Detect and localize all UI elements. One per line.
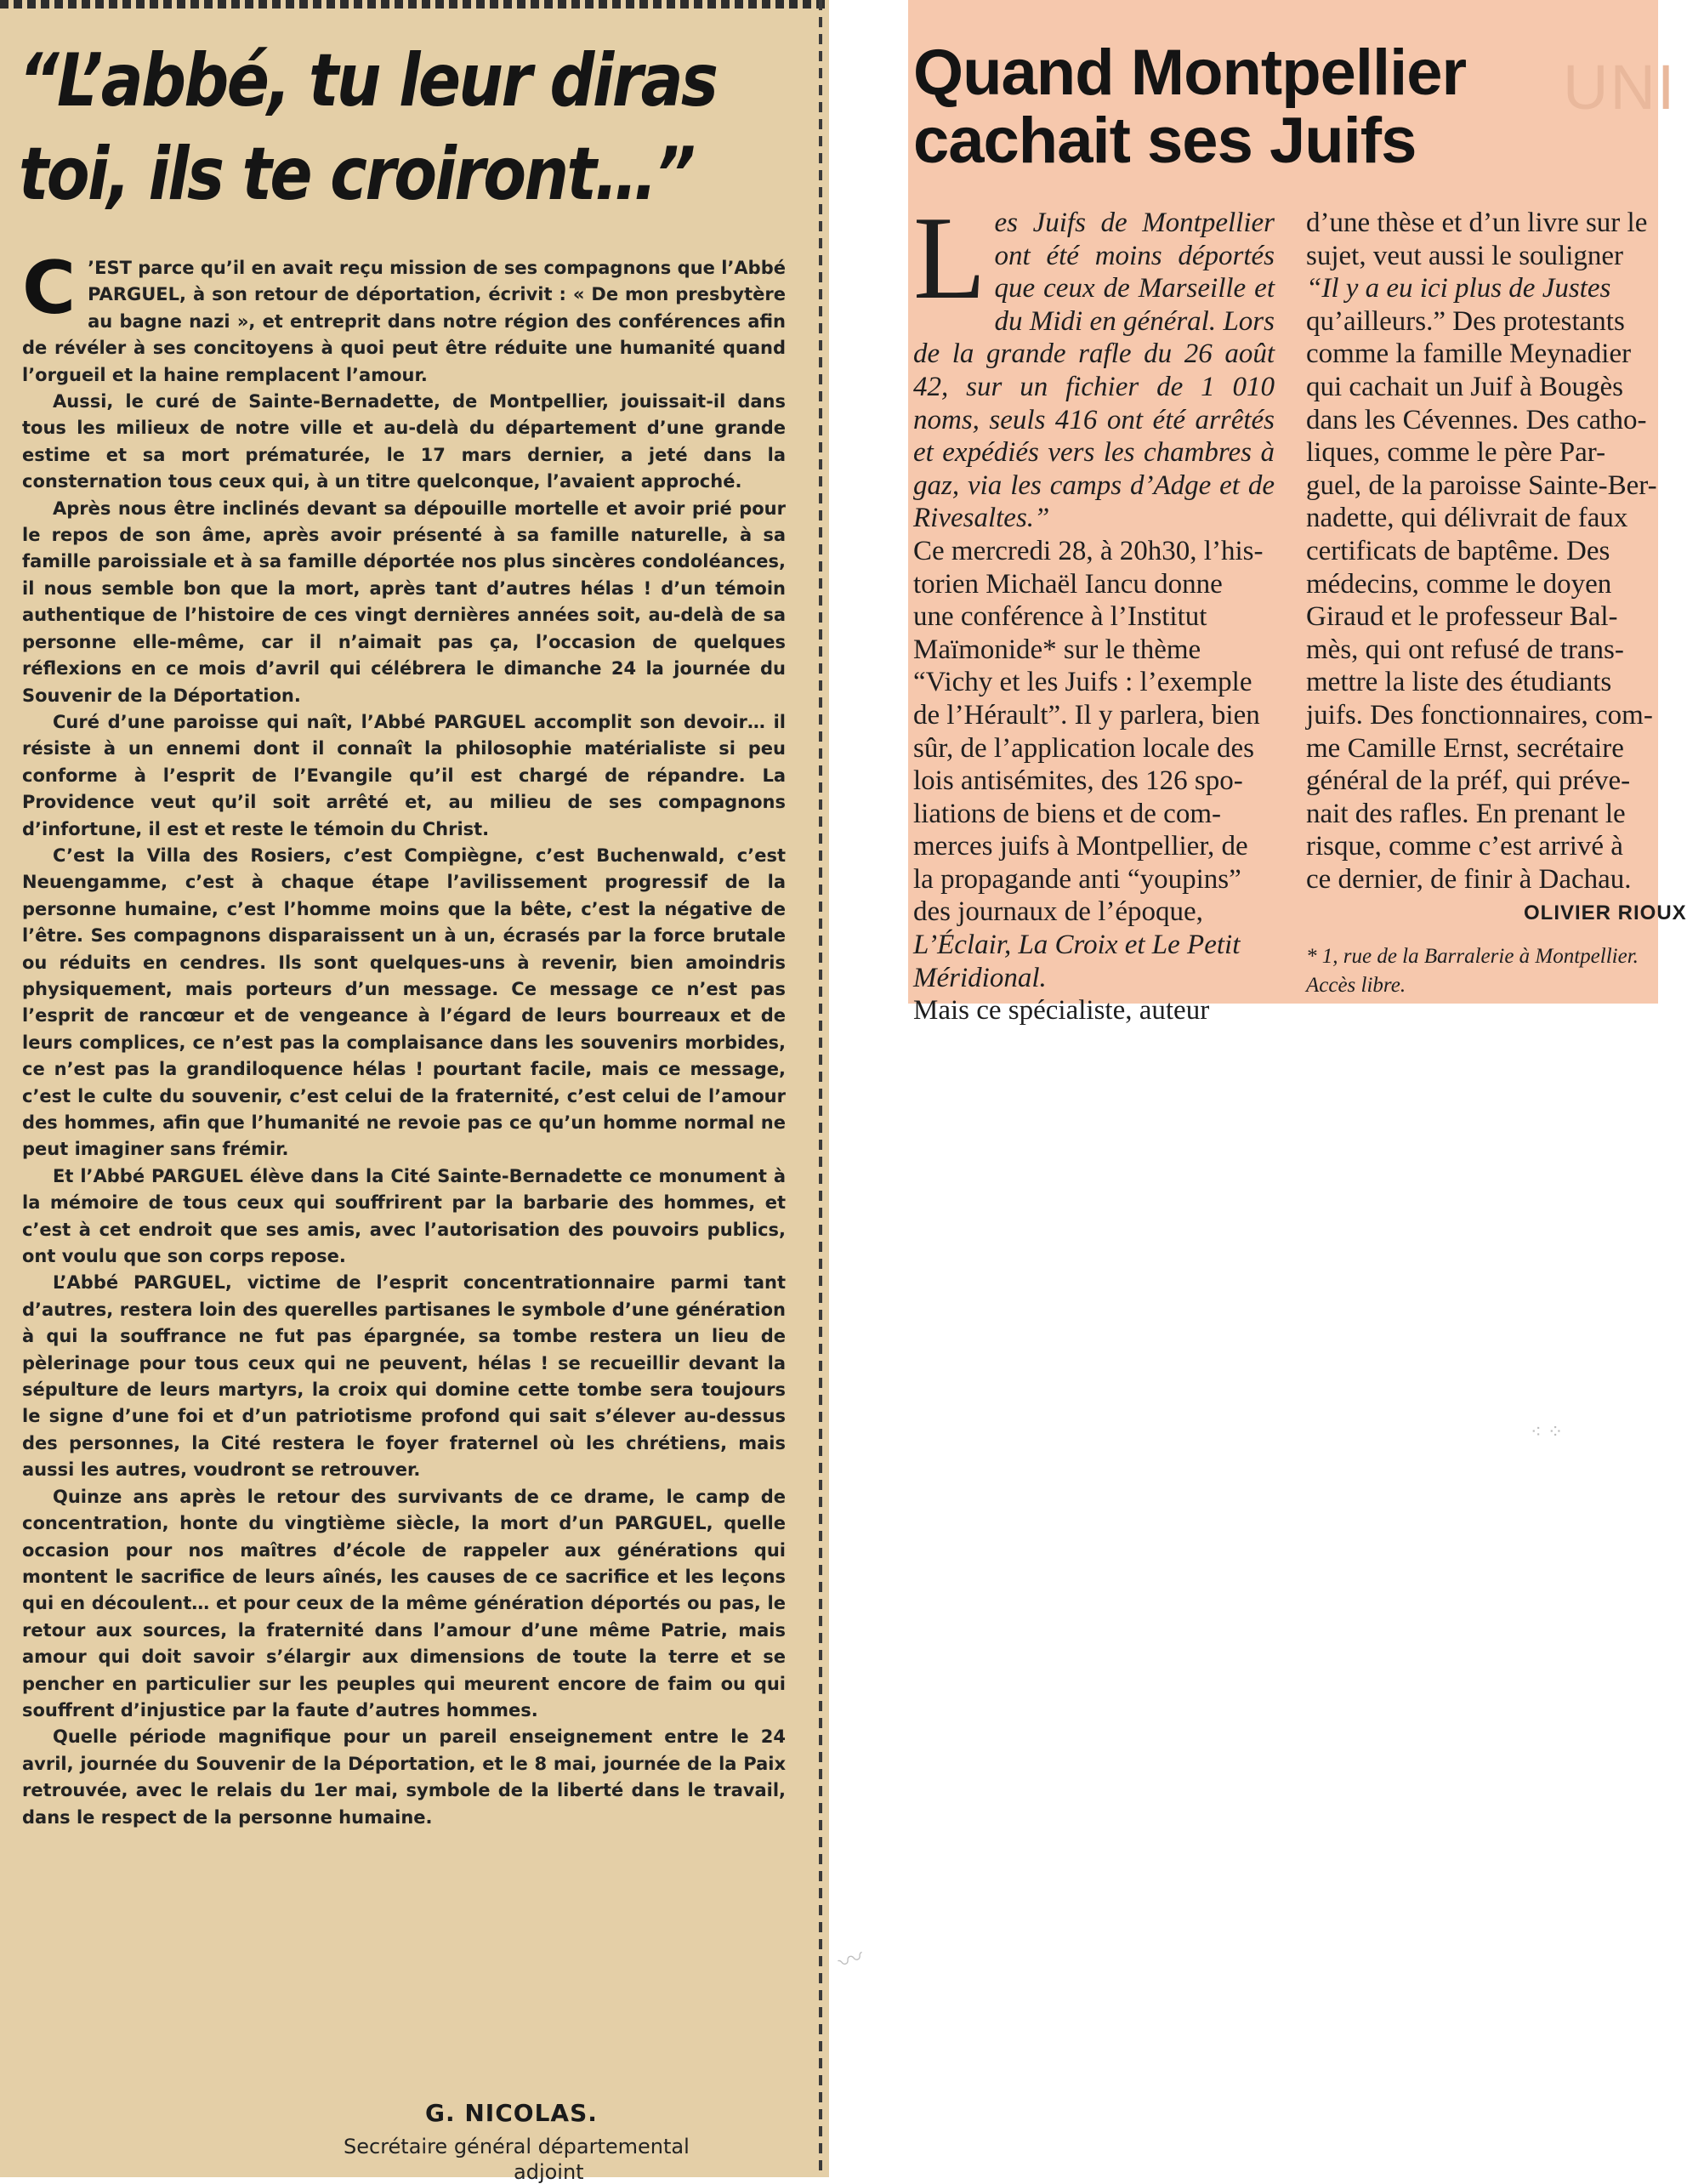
left-headline xyxy=(19,34,717,221)
col2-line: liques, comme le père Par- xyxy=(1306,437,1606,469)
col1-line: de l’Hérault”. Il y parlera, bien xyxy=(913,699,1260,731)
col1-line: “Vichy et les Juifs : l’exemple xyxy=(913,667,1252,698)
col2-line: dans les Cévennes. Des catho- xyxy=(1306,404,1647,435)
left-paragraph-8: Quinze ans après le retour des survivants de ce drame, le camp de concentration, honte du vingtième siècle, la mort d’un PARGUEL, quelle occasion pour nos maîtres d’école de rappeler aux générations qui montent le sacrifice de leurs aînés, les causes de ce sacrifice et les leçons qui en découlent… et pour ceux de la même génération déportés ou pas, le retour aux sources, la fraternité dans l’amour d’une même Patrie, mais amour qui doit savoir s’élargir aux dimensions de toute la terre et se pencher en particulier sur les peuples qui meurent encore de faim ou qui souffrent d’injustice par la faute d’autres hommes. xyxy=(22,1486,786,1720)
left-paragraph-1 xyxy=(22,246,786,389)
scan-speck: 〰 xyxy=(834,1942,869,1979)
col2-line: risque, comme c’est arrivé à xyxy=(1306,831,1623,862)
right-intro-text: es Juifs de Montpellier ont été moins déportés que ceux de Marseille et du Midi en général. Lors de la grande rafle du 26 août 42, sur un fichier de 1 010 noms, seuls 416 ont été arrêtés et expédiés vers les chambres à gaz, via les camps d’Adge et de Rivesaltes.” xyxy=(913,208,1275,534)
left-paragraph-4: Curé d’une paroisse qui naît, l’Abbé PARGUEL accomplit son devoir… il résiste à un ennemi dont il connaît la philosophie matérialiste si peu conforme à l’esprit de l’Evangile qu’il est chargé de répandre. La Providence veut qu’il soit arrêté et, au milieu de ses compagnons d’infortune, il est et reste le témoin du Christ. xyxy=(22,711,786,839)
col1-line: torien Michaël Iancu donne xyxy=(913,568,1223,600)
right-column-2 xyxy=(1306,207,1687,1000)
left-paragraph-9: Quelle période magnifique pour un pareil enseignement entre le 24 avril, journée du Souvenir de la Déportation, et le 8 mai, journée de la Paix retrouvée, avec le relais du 1er mai, symbole de la liberté dans le travail, dans le respect de la personne humaine. xyxy=(22,1726,786,1828)
left-article-body xyxy=(22,246,786,1831)
col1-line: Ce mercredi 28, à 20h30, l’his- xyxy=(913,535,1264,566)
bleed-through-text: UNI xyxy=(1563,52,1677,122)
col2-line: ce dernier, de finir à Dachau. xyxy=(1306,863,1632,895)
left-signature: G. NICOLAS. xyxy=(425,2099,598,2127)
left-headline-line1: “L’abbé, tu leur diras xyxy=(19,38,717,123)
col1-line: Mais ce spécialiste, auteur xyxy=(913,995,1210,1027)
col2-line: “Il y a eu ici plus de Justes xyxy=(1306,273,1611,304)
col2-line: qui cachait un Juif à Bougès xyxy=(1306,371,1623,402)
left-dropcap: C xyxy=(22,246,77,331)
col2-line: sujet, veut aussi le souligner xyxy=(1306,240,1624,271)
col2-line: nait des rafles. En prenant le xyxy=(1306,798,1626,829)
col2-line: qu’ailleurs.” Des protestants xyxy=(1306,305,1625,337)
right-column-1-body xyxy=(913,535,1275,1027)
col1-line: sûr, de l’application locale des xyxy=(913,732,1254,764)
right-headline-line2: cachait ses Juifs xyxy=(913,105,1417,177)
col2-line: nadette, qui délivrait de faux xyxy=(1306,503,1628,534)
col2-line: certificats de baptême. Des xyxy=(1306,535,1610,566)
right-clipping xyxy=(908,0,1687,1027)
col2-line: d’une thèse et d’un livre sur le xyxy=(1306,208,1648,238)
col2-line: mès, qui ont refusé de trans- xyxy=(1306,634,1624,665)
col2-line: Giraud et le professeur Bal- xyxy=(1306,601,1618,633)
col2-line: mettre la liste des étudiants xyxy=(1306,667,1612,698)
right-headline-line1: Quand Montpellier xyxy=(913,37,1467,109)
left-clipping xyxy=(0,0,829,2184)
left-paragraph-2: Aussi, le curé de Sainte-Bernadette, de Montpellier, jouissait-il dans tous les milieux de notre ville et au-delà du département d’une grande estime et sa mort prématurée, le 17 mars dernier, a jeté dans la consternation tous ceux qui, à un titre quelconque, l’avaient approché. xyxy=(22,391,786,492)
perforation-top xyxy=(0,0,829,9)
col2-line: me Camille Ernst, secrétaire xyxy=(1306,732,1624,764)
left-paragraph-5: C’est la Villa des Rosiers, c’est Compiègne, c’est Buchenwald, c’est Neuengamme, c’est à chaque étape l’avilissement progressif de la personne humaine, c’est l’homme moins que la bête, c’est la négative de l’être. Ses compagnons disparaissent un à un, écrasés par la force brutale ou réduits en cendres. Ils sont quelques-uns à revenir, bien amoindris physiquement, mais porteurs d’un message. Ce message ce n’est pas l’esprit de rancœur et de vengeance à l’égard de leurs bourreaux et de leurs complices, ce n’est pas la complaisance dans les souvenirs morbides, ce n’est pas la grandiloquence hélas ! pourtant facile, mais ce message, c’est le culte du souvenir, c’est celui de la fraternité, c’est celui de l’amour des hommes, afin que l’humanité ne revoie pas ce qu’un homme normal ne peut imaginer sans frémir. xyxy=(22,845,786,1160)
left-signature-role-2: adjoint xyxy=(514,2160,584,2184)
right-author: OLIVIER RIOUX xyxy=(1524,901,1687,925)
left-signature-role: Secrétaire général départemental xyxy=(344,2135,690,2158)
right-intro xyxy=(913,192,1275,535)
col1-line: des journaux de l’époque, xyxy=(913,896,1203,928)
col2-line: guel, de la paroisse Sainte-Ber- xyxy=(1306,469,1657,501)
col1-line: lois antisémites, des 126 spo- xyxy=(913,765,1243,797)
col2-line: médecins, comme le doyen xyxy=(1306,568,1612,600)
perforation-edge xyxy=(819,0,822,2177)
right-headline xyxy=(913,39,1466,175)
left-paragraph-7: L’Abbé PARGUEL, victime de l’esprit concentrationnaire parmi tant d’autres, restera loin des querelles partisanes le symbole d’une génération à qui la souffrance ne fut pas épargnée, sa tombe restera un lieu de pèlerinage pour tous ceux qui ne peuvent, hélas ! se recueillir devant la sépulture de leurs martyrs, la croix qui domine cette tombe sera toujours le signe d’une foi et d’un patriotisme profond qui sait s’élever au-dessus des personnes, la Cité restera le foyer fraternel où les chrétiens, mais aussi les autres, voudront se retrouver. xyxy=(22,1272,786,1481)
col1-line: la propagande anti “youpins” xyxy=(913,863,1241,895)
right-dropcap: L xyxy=(913,192,986,324)
col1-line: liations de biens et de com- xyxy=(913,798,1221,829)
left-headline-line2: toi, ils te croiront…” xyxy=(19,132,694,217)
col1-line: Maïmonide* sur le thème xyxy=(913,634,1201,665)
col1-line: Méridional. xyxy=(913,962,1047,993)
left-paragraph-6: Et l’Abbé PARGUEL élève dans la Cité Sainte-Bernadette ce monument à la mémoire de tous ceux qui souffrirent par la barbarie des hommes, et c’est à cet endroit que ses amis, avec l’autorisation des pouvoirs publics, ont voulu que son corps repose. xyxy=(22,1165,786,1267)
col1-line: une conférence à l’Institut xyxy=(913,601,1207,633)
scan-speck: ⁖ ⁘ xyxy=(1531,1422,1564,1443)
right-footnote: * 1, rue de la Barralerie à Montpellier. Accès libre. xyxy=(1306,945,1639,998)
left-paragraph-3: Après nous être inclinés devant sa dépouille mortelle et avoir prié pour le repos de son âme, après avoir présenté à sa famille naturelle, à sa famille paroissiale et à sa famille déportée nos plus sincères condoléances, il nous semble bon que la mort, après tant d’autres hélas ! d’un témoin authentique de l’histoire de ces vingt dernières années soit, au-delà de sa personne elle-même, car il n’aimait pas ça, l’occasion de quelques réflexions en ce mois d’avril qui célébrera le dimanche 24 la journée du Souvenir de la Déportation. xyxy=(22,498,786,706)
right-column-1 xyxy=(913,192,1275,1027)
left-paragraph-1-text: ’EST parce qu’il en avait reçu mission de ses compagnons que l’Abbé PARGUEL, à son retour de déportation, écrivit : « De mon presbytère au bagne nazi », et entreprit dans notre région des conférences afin de révéler à ses concitoyens à quoi peut être réduite une humanité quand l’orgueil et la haine remplacent l’amour. xyxy=(22,258,786,385)
col1-line: L’Éclair, La Croix et Le Petit xyxy=(913,930,1241,961)
col1-line: merces juifs à Montpellier, de xyxy=(913,831,1248,862)
col2-line: général de la préf, qui préve- xyxy=(1306,765,1631,797)
col2-line: comme la famille Meynadier xyxy=(1306,338,1632,370)
col2-line: juifs. Des fonctionnaires, com- xyxy=(1306,699,1653,731)
